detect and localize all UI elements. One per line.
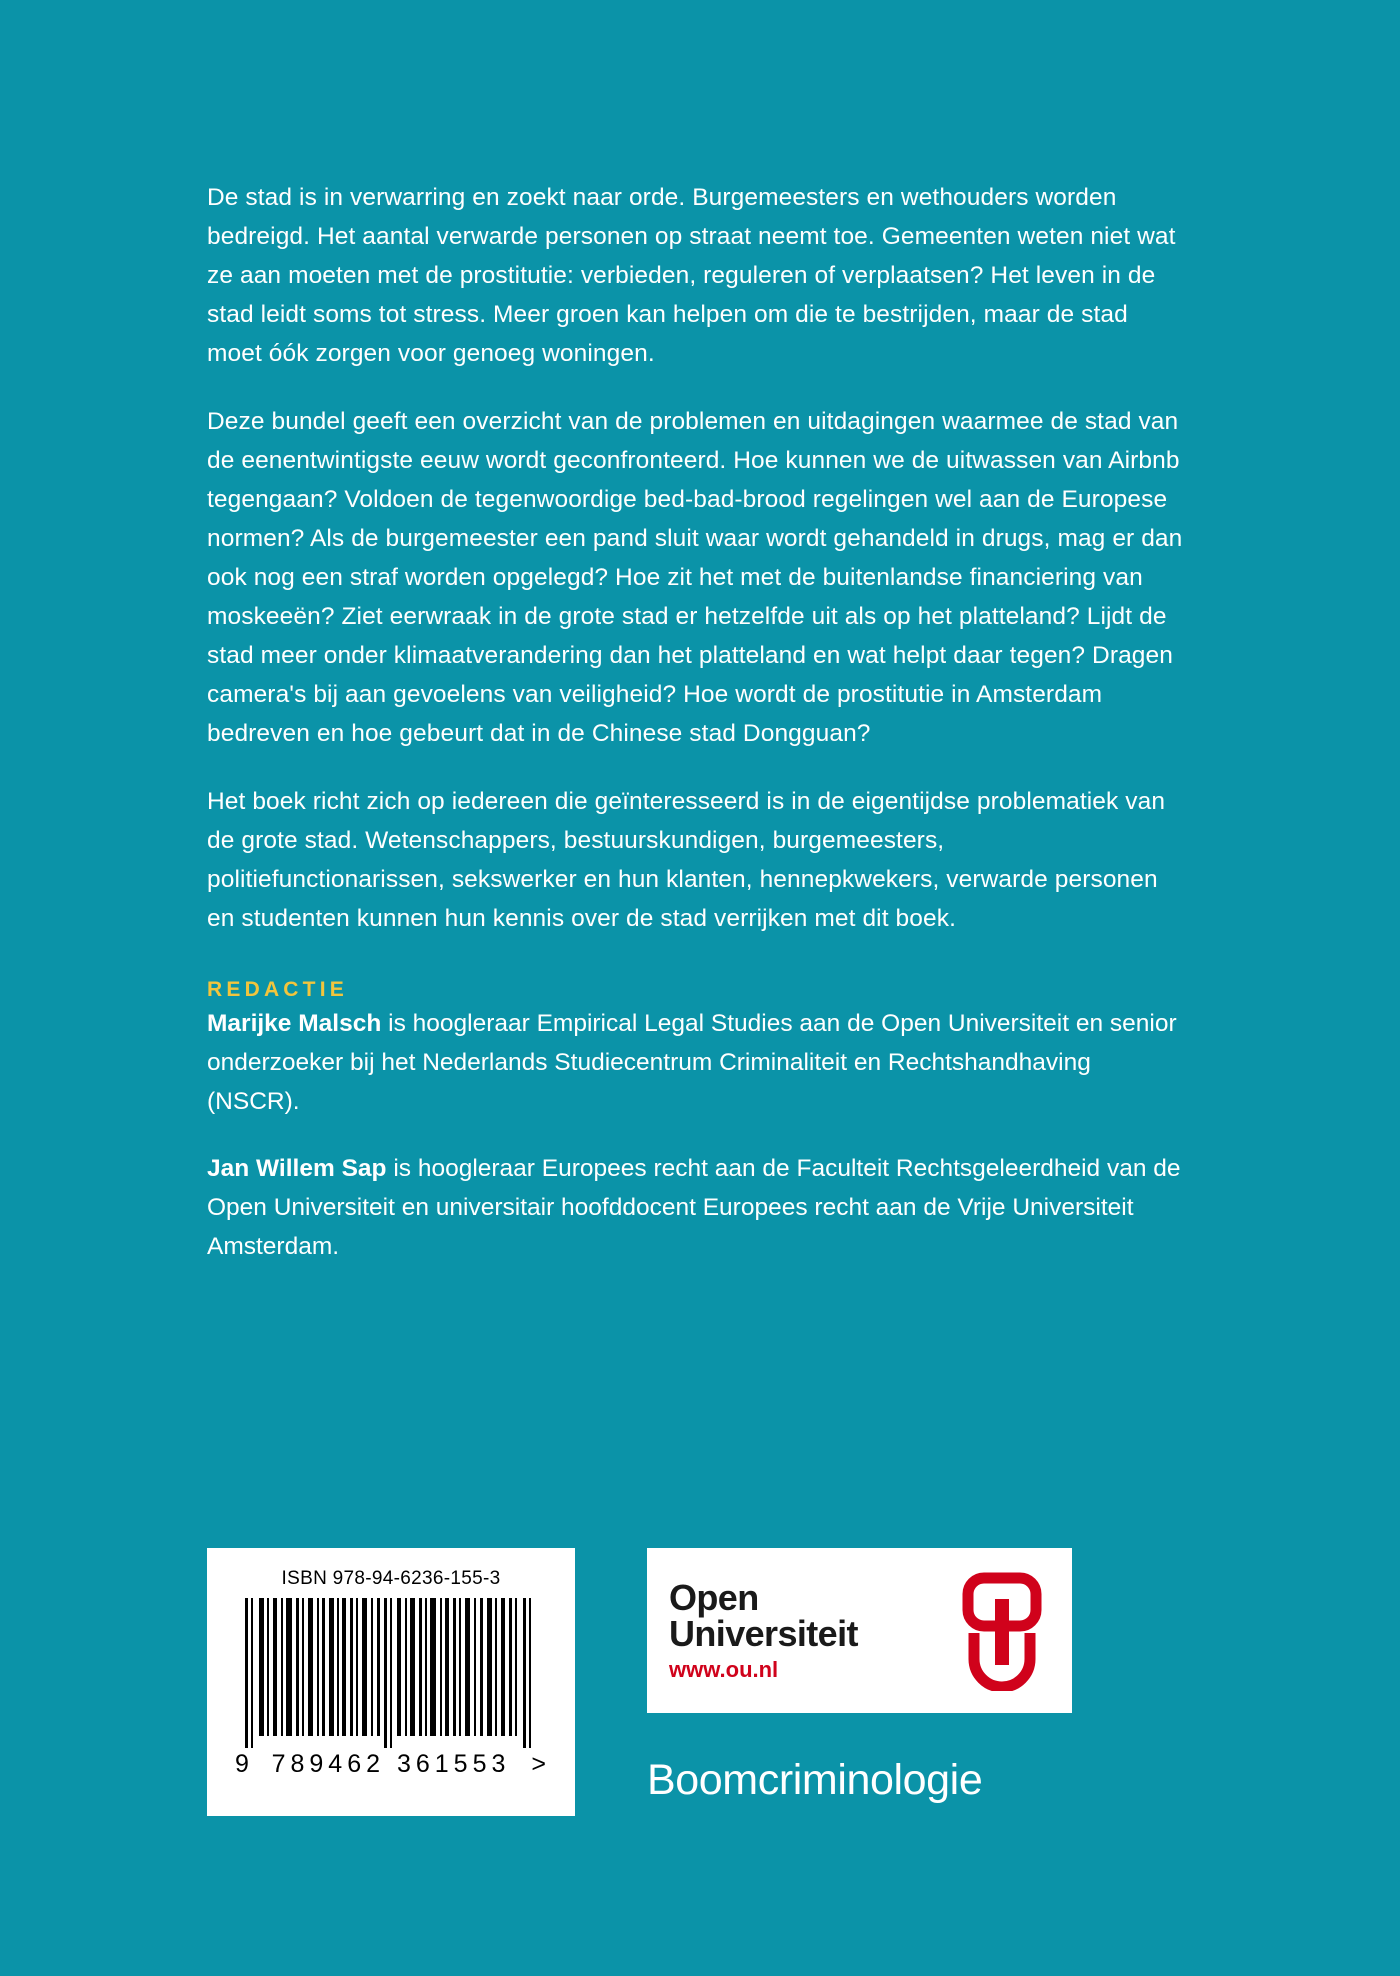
editors-heading: REDACTIE [207, 978, 348, 1001]
blurb-paragraph-1: De stad is in verwarring en zoekt naar orde. Burgemeesters en wethouders worden bedreigd. Het aantal verwarde personen op straat neemt toe. Gemeenten weten niet wat ze aan moeten met de prostitutie: verbieden, reguleren of verplaatsen? Het leven in de stad leidt soms tot stress. Meer groen kan helpen om die te bestrijden, maar de stad moet óók zorgen voor genoeg woningen. [207, 184, 1176, 367]
barcode-icon [241, 1598, 541, 1748]
editor-bio-1: is hoogleraar Empirical Legal Studies aan de Open Universiteit en senior onderzoeker bij het Nederlands Studiecentrum Criminaliteit en Rechtshandhaving (NSCR). [207, 1010, 1177, 1115]
ou-monogram-icon [954, 1571, 1050, 1691]
isbn-barcode-block [207, 1548, 575, 1816]
cover-footer [207, 1548, 1207, 1848]
barcode-digit-right: > [531, 1750, 547, 1778]
open-universiteit-url: www.ou.nl [669, 1657, 779, 1682]
editor-entry-2 [207, 1149, 1187, 1266]
blurb-paragraph-3: Het boek richt zich op iedereen die geïnteresseerd is in de eigentijdse problematiek van de grote stad. Wetenschappers, bestuurskundigen, burgemeesters, politiefunctionarissen, sekswerker en hun klanten, hennepkwekers, verwarde personen en studenten kunnen hun kennis over de stad verrijken met dit boek. [207, 788, 1166, 932]
editor-entry-1 [207, 1004, 1187, 1121]
editor-bio-2: is hoogleraar Europees recht aan de Faculteit Rechtsgeleerdheid van de Open Universiteit en universitair hoofddocent Europees recht aan de Vrije Universiteit Amsterdam. [207, 1155, 1181, 1260]
blurb-paragraph-2: Deze bundel geeft een overzicht van de problemen en uitdagingen waarmee de stad van de eenentwintigste eeuw wordt geconfronteerd. Hoe kunnen we de uitwassen van Airbnb tegengaan? Voldoen de tegenwoordige bed-bad-brood regelingen wel aan de Europese normen? Als de burgemeester een pand sluit waar wordt gehandeld in drugs, mag er dan ook nog een straf worden opgelegd? Hoe zit het met de buitenlandse financiering van moskeeën? Ziet eerwraak in de grote stad er hetzelfde uit als op het platteland? Lijdt de stad meer onder klimaatverandering dan het platteland en wat helpt daar tegen? Dragen camera's bij aan gevoelens van veiligheid? Hoe wordt de prostitutie in Amsterdam bedreven en hoe gebeurt dat in de Chinese stad Dongguan? [207, 408, 1183, 747]
barcode-digits [235, 1750, 547, 1779]
editor-name-1: Marijke Malsch [207, 1010, 382, 1037]
isbn-label: ISBN 978-94-6236-155-3 [281, 1568, 501, 1589]
open-universiteit-text [669, 1577, 954, 1682]
open-universiteit-logo [647, 1548, 1072, 1713]
barcode-digit-main: 789462 361553 [271, 1750, 511, 1778]
editor-name-2: Jan Willem Sap [207, 1155, 387, 1182]
blurb-section [207, 178, 1187, 1294]
publisher-name: Boomcriminologie [647, 1756, 983, 1804]
barcode-digit-left: 9 [235, 1750, 250, 1778]
open-universiteit-name: Open Universiteit [669, 1577, 858, 1654]
